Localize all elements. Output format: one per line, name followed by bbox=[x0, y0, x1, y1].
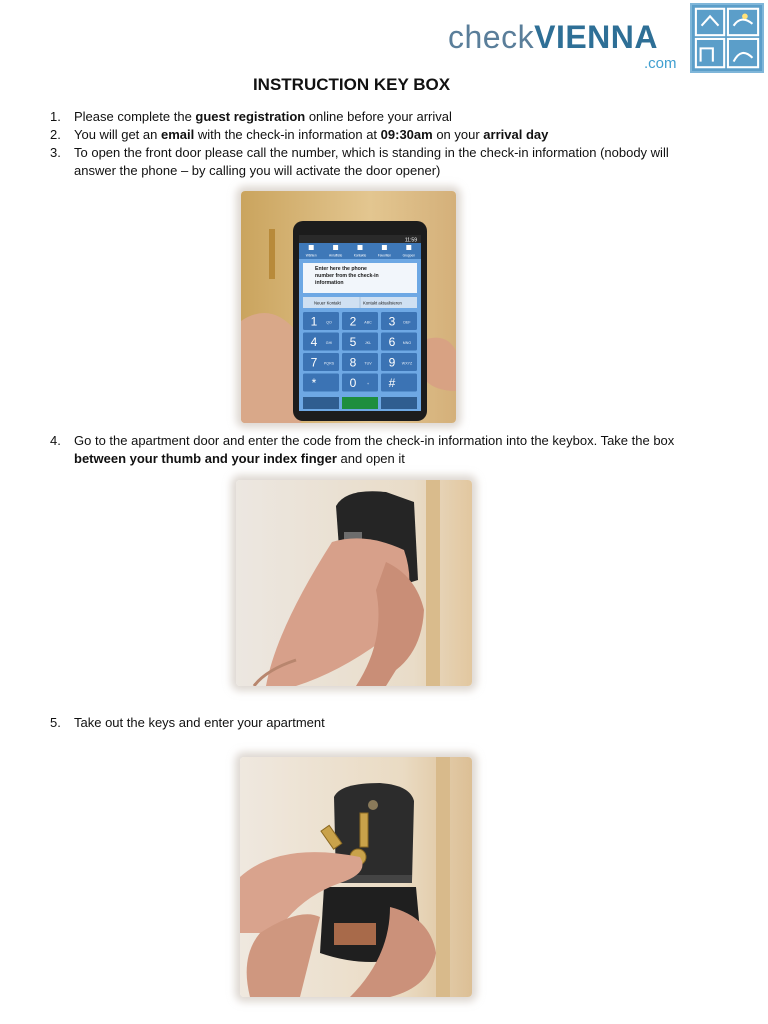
phone-tab-icon bbox=[309, 245, 314, 250]
checkvienna-logo bbox=[448, 3, 766, 75]
phone-key-letters: GHI bbox=[325, 341, 333, 345]
phone-key-digit: # bbox=[388, 376, 396, 390]
phone-key bbox=[381, 333, 417, 351]
phone-tab-icon bbox=[333, 245, 338, 250]
phone-key-letters: QO bbox=[326, 320, 332, 325]
phone-key-digit: * bbox=[311, 376, 317, 390]
step-text bbox=[74, 714, 690, 732]
step-number: 1. bbox=[50, 109, 61, 124]
step-text-emphasis: guest registration bbox=[195, 109, 306, 124]
phone-tab-label: Kontakte bbox=[353, 253, 367, 258]
instruction-step bbox=[50, 432, 690, 468]
phone-key-letters: ABC bbox=[364, 320, 372, 325]
step-text-emphasis: arrival day bbox=[483, 127, 549, 142]
step-text bbox=[74, 432, 690, 468]
phone-key-letters: MNO bbox=[402, 341, 412, 345]
step-text-segment: online before your arrival bbox=[305, 109, 452, 124]
phone-key-digit: 2 bbox=[349, 314, 357, 329]
step-text-emphasis: between your thumb and your index finger bbox=[74, 451, 337, 466]
phone-key-digit: 9 bbox=[388, 355, 396, 370]
logo-wordmark bbox=[448, 19, 658, 56]
step-text-segment: To open the front door please call the number, which is standing in the check-in information (nobody will answer the phone – by calling you will activate the door opener) bbox=[74, 145, 669, 178]
phone-key-digit: 0 bbox=[349, 376, 357, 390]
phone-key-digit: 1 bbox=[310, 314, 318, 329]
phone-key bbox=[303, 333, 339, 351]
logo-city-text: VIENNA bbox=[534, 19, 658, 55]
phone-key bbox=[381, 374, 417, 392]
phone-backspace-icon bbox=[381, 397, 417, 409]
logo-domain-suffix: .com bbox=[644, 55, 677, 72]
phone-tab-icon bbox=[406, 245, 411, 250]
phone-key-digit: 7 bbox=[310, 355, 318, 370]
step-text-segment: Please complete the bbox=[74, 109, 196, 124]
phone-key-digit: 3 bbox=[388, 314, 396, 329]
phone-call-icon bbox=[342, 397, 378, 409]
keybox-open-keys-photo bbox=[240, 757, 472, 997]
phone-key bbox=[381, 312, 417, 330]
step-text-segment: and open it bbox=[336, 451, 405, 466]
phone-key-letters: TUV bbox=[364, 361, 372, 366]
phone-key bbox=[342, 374, 378, 392]
phone-key-digit: 5 bbox=[349, 335, 357, 349]
step-number: 2. bbox=[50, 127, 61, 142]
phone-key-letters: PQRS bbox=[323, 361, 335, 366]
step-text-segment: with the check-in information at bbox=[194, 127, 381, 142]
phone-key-letters: WXYZ bbox=[401, 361, 413, 366]
step-number: 3. bbox=[50, 145, 61, 160]
instruction-step bbox=[50, 144, 690, 180]
instruction-step bbox=[50, 714, 690, 732]
phone-key bbox=[303, 374, 339, 392]
step-text-segment: Go to the apartment door and enter the code from the check-in information into the keybox. Take the box bbox=[74, 433, 675, 448]
instruction-step bbox=[50, 108, 690, 126]
phone-dialer-photo bbox=[241, 191, 456, 423]
step-text bbox=[74, 126, 690, 144]
logo-check-text: check bbox=[448, 19, 535, 55]
phone-new-contact-button: Neuer Kontakt bbox=[314, 300, 341, 306]
phone-tab-label: Anrufliste bbox=[328, 253, 343, 258]
step-text-segment: You will get an bbox=[74, 127, 161, 142]
phone-tab-icon bbox=[358, 245, 363, 250]
step-number: 4. bbox=[50, 433, 61, 448]
step-text bbox=[74, 144, 690, 180]
phone-key bbox=[303, 312, 339, 330]
step-text-segment: on your bbox=[432, 127, 484, 142]
phone-tab-label: Favoriten bbox=[377, 253, 392, 258]
instruction-step bbox=[50, 126, 690, 144]
phone-key bbox=[342, 333, 378, 351]
phone-tab-icon bbox=[382, 245, 387, 250]
step-text bbox=[74, 108, 690, 126]
phone-key-digit: 6 bbox=[388, 335, 396, 349]
phone-tab-label: Wählen bbox=[305, 253, 317, 258]
phone-update-contact-button: Kontakt aktualisieren bbox=[363, 300, 402, 306]
phone-key-digit: 8 bbox=[349, 355, 357, 370]
phone-status-time: 11:59 bbox=[404, 237, 417, 244]
step-number: 5. bbox=[50, 715, 61, 730]
logo-emblem-icon bbox=[690, 3, 764, 73]
phone-hint-line-1: Enter here the phone bbox=[315, 266, 367, 272]
phone-key-letters: JKL bbox=[364, 341, 372, 345]
phone-tab-label: Gruppen bbox=[402, 253, 416, 258]
step-text-emphasis: 09:30am bbox=[380, 127, 433, 142]
document-title: INSTRUCTION KEY BOX bbox=[252, 75, 451, 94]
phone-hint-line-2: number from the check-in bbox=[315, 273, 379, 279]
keybox-code-entry-photo bbox=[236, 480, 472, 686]
phone-key bbox=[342, 312, 378, 330]
phone-key-digit: 4 bbox=[310, 335, 318, 349]
phone-key bbox=[342, 353, 378, 371]
phone-key-letters: DEF bbox=[403, 320, 411, 325]
step-text-emphasis: email bbox=[160, 127, 195, 142]
phone-hint-line-3: information bbox=[315, 280, 344, 286]
phone-key-letters: + bbox=[366, 382, 370, 386]
step-text-segment: Take out the keys and enter your apartment bbox=[74, 715, 325, 730]
